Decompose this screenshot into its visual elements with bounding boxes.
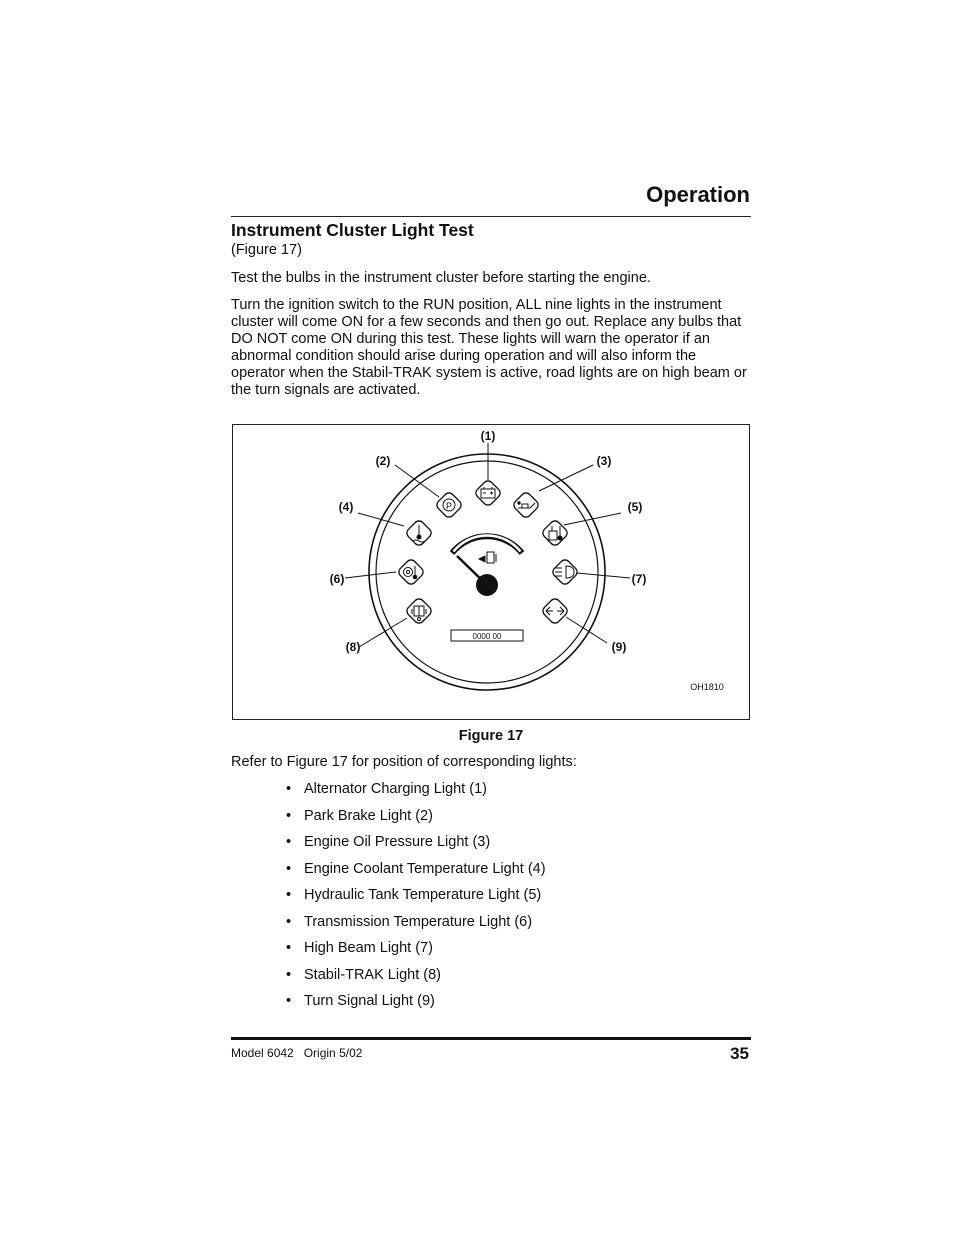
list-item <box>286 779 546 806</box>
leader-lines <box>345 443 630 647</box>
list-item-text: Park Brake Light (2) <box>304 807 433 824</box>
alternator-light-housing <box>474 479 502 507</box>
callout-1: (1) <box>480 429 496 443</box>
bullet: • <box>286 807 292 824</box>
list-item-text: Hydraulic Tank Temperature Light (5) <box>304 887 542 903</box>
list-item <box>286 938 546 965</box>
callout-2: (2) <box>375 454 391 468</box>
fuel-pump-icon <box>479 552 496 563</box>
paragraph-2: Turn the ignition switch to the RUN position, ALL nine lights in the instrument cluster will come ON for a few seconds and then go out. Replace any bulbs that DO NOT come ON during this test. These lights will warn the operator if an abnormal condition should arise during operation and will also inform the operator when the Stabil-TRAK system is active, road lights are on high beam or the turn signals are activated. <box>231 297 747 398</box>
footer-model: Model 6042 <box>231 1046 294 1060</box>
svg-text:P: P <box>445 501 453 511</box>
list-item-text: Turn Signal Light (9) <box>304 993 435 1009</box>
figure-caption <box>0 728 954 744</box>
heading: Instrument Cluster Light Test <box>231 220 474 240</box>
odometer-reading: 0000 00 <box>472 632 502 641</box>
transmission-temp-light-housing <box>397 558 425 586</box>
callout-9: (9) <box>611 640 627 654</box>
callout-8: (8) <box>345 640 361 654</box>
figure-17 <box>232 424 750 720</box>
fuel-gauge <box>452 535 522 596</box>
list-item-text: Alternator Charging Light (1) <box>304 781 487 797</box>
lights-list <box>286 779 546 1018</box>
fuel-gauge-hub <box>476 574 498 596</box>
list-item <box>286 991 546 1018</box>
callout-6: (6) <box>329 572 345 586</box>
bullet: • <box>286 913 292 930</box>
list-item <box>286 832 546 859</box>
figure-reference: (Figure 17) <box>231 242 302 258</box>
list-item-text: Transmission Temperature Light (6) <box>304 913 533 930</box>
list-item-text: High Beam Light (7) <box>304 940 433 956</box>
footer-rule <box>231 1037 751 1040</box>
list-item <box>286 912 546 939</box>
turn-signal-light-housing <box>541 597 569 625</box>
callout-3: (3) <box>596 454 612 468</box>
bullet: • <box>286 940 292 956</box>
hydraulic-temp-light-housing <box>541 519 569 547</box>
list-item <box>286 859 546 886</box>
bullet: • <box>286 834 292 850</box>
callout-5: (5) <box>627 500 643 514</box>
callout-7: (7) <box>631 572 647 586</box>
list-item <box>286 885 546 912</box>
list-item-text: Engine Oil Pressure Light (3) <box>304 834 491 850</box>
paragraph-1: Test the bulbs in the instrument cluster before starting the engine. <box>231 270 651 286</box>
figure-caption-text: Figure 17 <box>458 728 524 744</box>
warning-icons <box>404 487 575 621</box>
list-item <box>286 806 546 833</box>
bullet: • <box>286 781 292 797</box>
header-rule <box>231 216 751 217</box>
oil-pressure-light-housing <box>512 491 540 519</box>
footer-info <box>231 1046 372 1060</box>
callout-4: (4) <box>338 500 354 514</box>
bullet: • <box>286 860 292 877</box>
fuel-gauge-arc <box>452 536 522 553</box>
section-title: Operation <box>646 182 750 207</box>
bullet: • <box>286 887 292 903</box>
bullet: • <box>286 966 292 983</box>
list-item <box>286 965 546 992</box>
footer-origin: Origin 5/02 <box>303 1046 363 1060</box>
page-number: 35 <box>730 1044 749 1063</box>
lights-intro: Refer to Figure 17 for position of corresponding lights: <box>231 754 577 770</box>
list-item-text: Engine Coolant Temperature Light (4) <box>304 860 546 877</box>
figure-code: OH1810 <box>690 682 724 692</box>
bullet: • <box>286 993 292 1009</box>
instrument-cluster-diagram <box>233 425 749 719</box>
list-item-text: Stabil-TRAK Light (8) <box>304 966 441 983</box>
